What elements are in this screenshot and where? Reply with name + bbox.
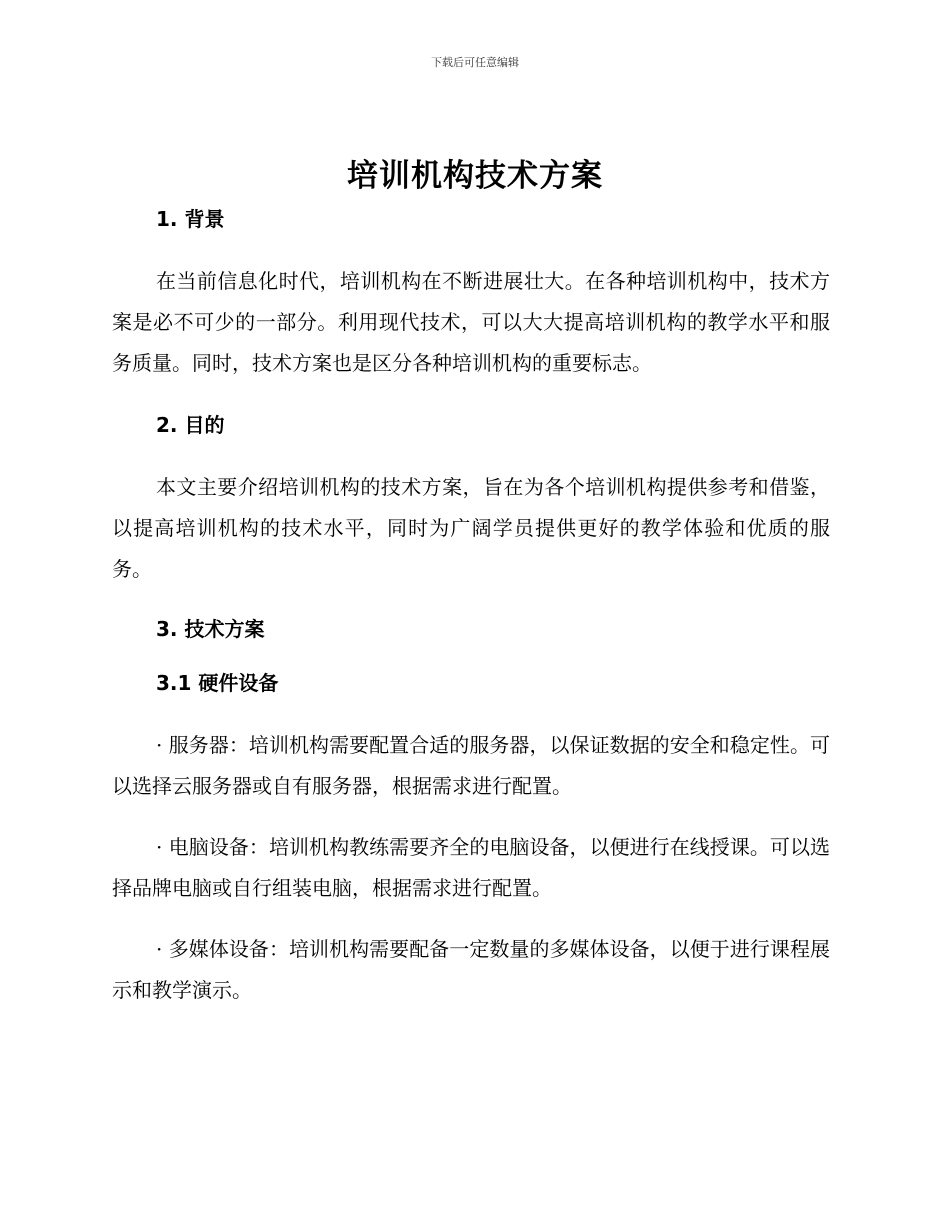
section-heading-tech-plan: 3. 技术方案 [156,617,265,641]
document-title: 培训机构技术方案 [347,158,603,194]
hardware-item-server: · 服务器：培训机构需要配置合适的服务器，以保证数据的安全和稳定性。可以选择云服务器或自有服务器，根据需求进行配置。 [112,733,830,798]
document-body [112,202,830,1011]
section-heading-background: 1. 背景 [156,207,225,231]
section-heading-purpose: 2. 目的 [156,413,225,437]
page-header-note: 下载后可任意编辑 [431,56,519,69]
section-heading-hardware: 3.1 硬件设备 [156,671,279,695]
hardware-item-multimedia: · 多媒体设备：培训机构需要配备一定数量的多媒体设备，以便于进行课程展示和教学演示。 [112,937,830,1002]
purpose-paragraph: 本文主要介绍培训机构的技术方案，旨在为各个培训机构提供参考和借鉴，以提高培训机构的技术水平，同时为广阔学员提供更好的教学体验和优质的服务。 [112,475,830,581]
background-paragraph: 在当前信息化时代，培训机构在不断进展壮大。在各种培训机构中，技术方案是必不可少的一部分。利用现代技术，可以大大提高培训机构的教学水平和服务质量。同时，技术方案也是区分各种培训机构的重要标志。 [112,269,830,375]
hardware-item-computer: · 电脑设备：培训机构教练需要齐全的电脑设备，以便进行在线授课。可以选择品牌电脑或自行组装电脑，根据需求进行配置。 [112,835,830,900]
